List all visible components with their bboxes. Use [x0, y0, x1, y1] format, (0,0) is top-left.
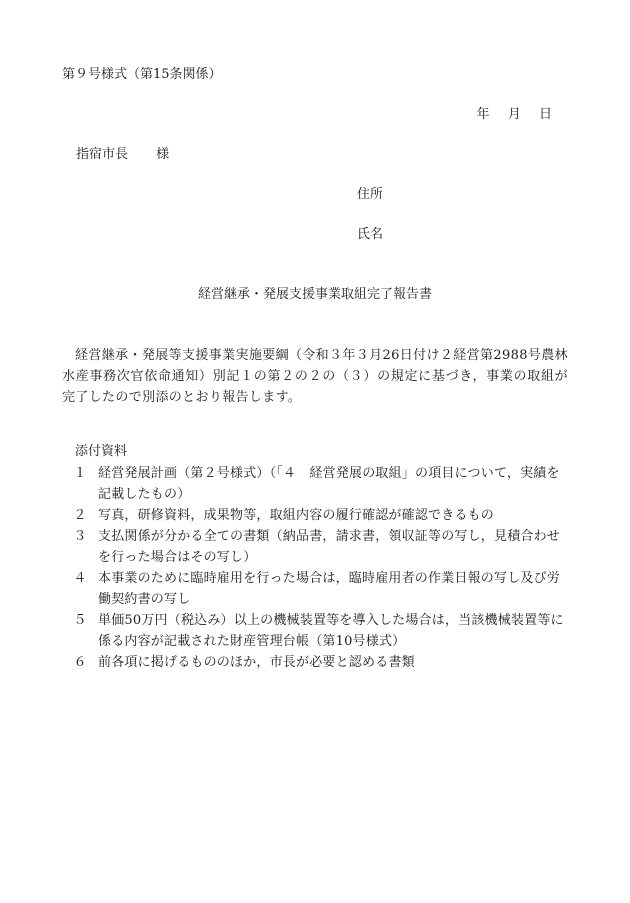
attachment-item	[62, 526, 570, 568]
attachment-item	[62, 610, 570, 652]
name-label: 氏名	[357, 227, 384, 242]
attachment-number: １	[73, 466, 87, 481]
addressee-title: 指宿市長	[76, 147, 129, 162]
addressee-honorific: 様	[156, 147, 170, 162]
attachment-number: ５	[73, 613, 87, 628]
date-year: 年	[476, 107, 490, 122]
attachments-list	[62, 463, 570, 673]
attachment-text: 前各項に掲げるもののほか，市長が必要と認める書類	[98, 655, 415, 670]
attachment-text: 経営発展計画（第２号様式）（「４ 経営発展の取組」の項目について，実績を記載したもの）	[98, 466, 560, 502]
attachment-item	[62, 568, 570, 610]
date-month: 月	[507, 107, 521, 122]
body-paragraph: 経営継承・発展等支援事業実施要綱（令和３年３月26日付け２経営第2988号農林水産事務次官依命通知）別記１の第２の２の（３）の規定に基づき，事業の取組が完了したので別添のとおり報告します。	[62, 348, 568, 405]
attachment-number: ６	[73, 655, 87, 670]
form-number: 第９号様式（第15条関係）	[62, 67, 222, 82]
date-day: 日	[538, 107, 552, 122]
document-title: 経営継承・発展支援事業取組完了報告書	[197, 287, 432, 302]
attachment-item	[62, 463, 570, 505]
attachment-number: ４	[73, 571, 87, 586]
attachment-text: 支払関係が分かる全ての書類（納品書，請求書，領収証等の写し，見積合わせを行った場合はその写し）	[98, 529, 561, 565]
attachment-item	[62, 652, 570, 673]
addressee	[76, 148, 169, 161]
attachment-number: ３	[73, 529, 87, 544]
attachment-text: 写真，研修資料，成果物等，取組内容の履行確認が確認できるもの	[98, 508, 495, 523]
attachments-heading: 添付資料	[75, 444, 128, 459]
attachment-text: 本事業のために臨時雇用を行った場合は，臨時雇用者の作業日報の写し及び労働契約書の写し	[98, 571, 561, 607]
attachment-text: 単価50万円（税込み）以上の機械装置等を導入した場合は，当該機械装置等に係る内容が記載された財産管理台帳（第10号様式）	[98, 613, 564, 649]
address-label: 住所	[357, 187, 384, 202]
attachment-item	[62, 505, 570, 526]
date-line	[477, 108, 552, 121]
attachment-number: ２	[73, 508, 87, 523]
